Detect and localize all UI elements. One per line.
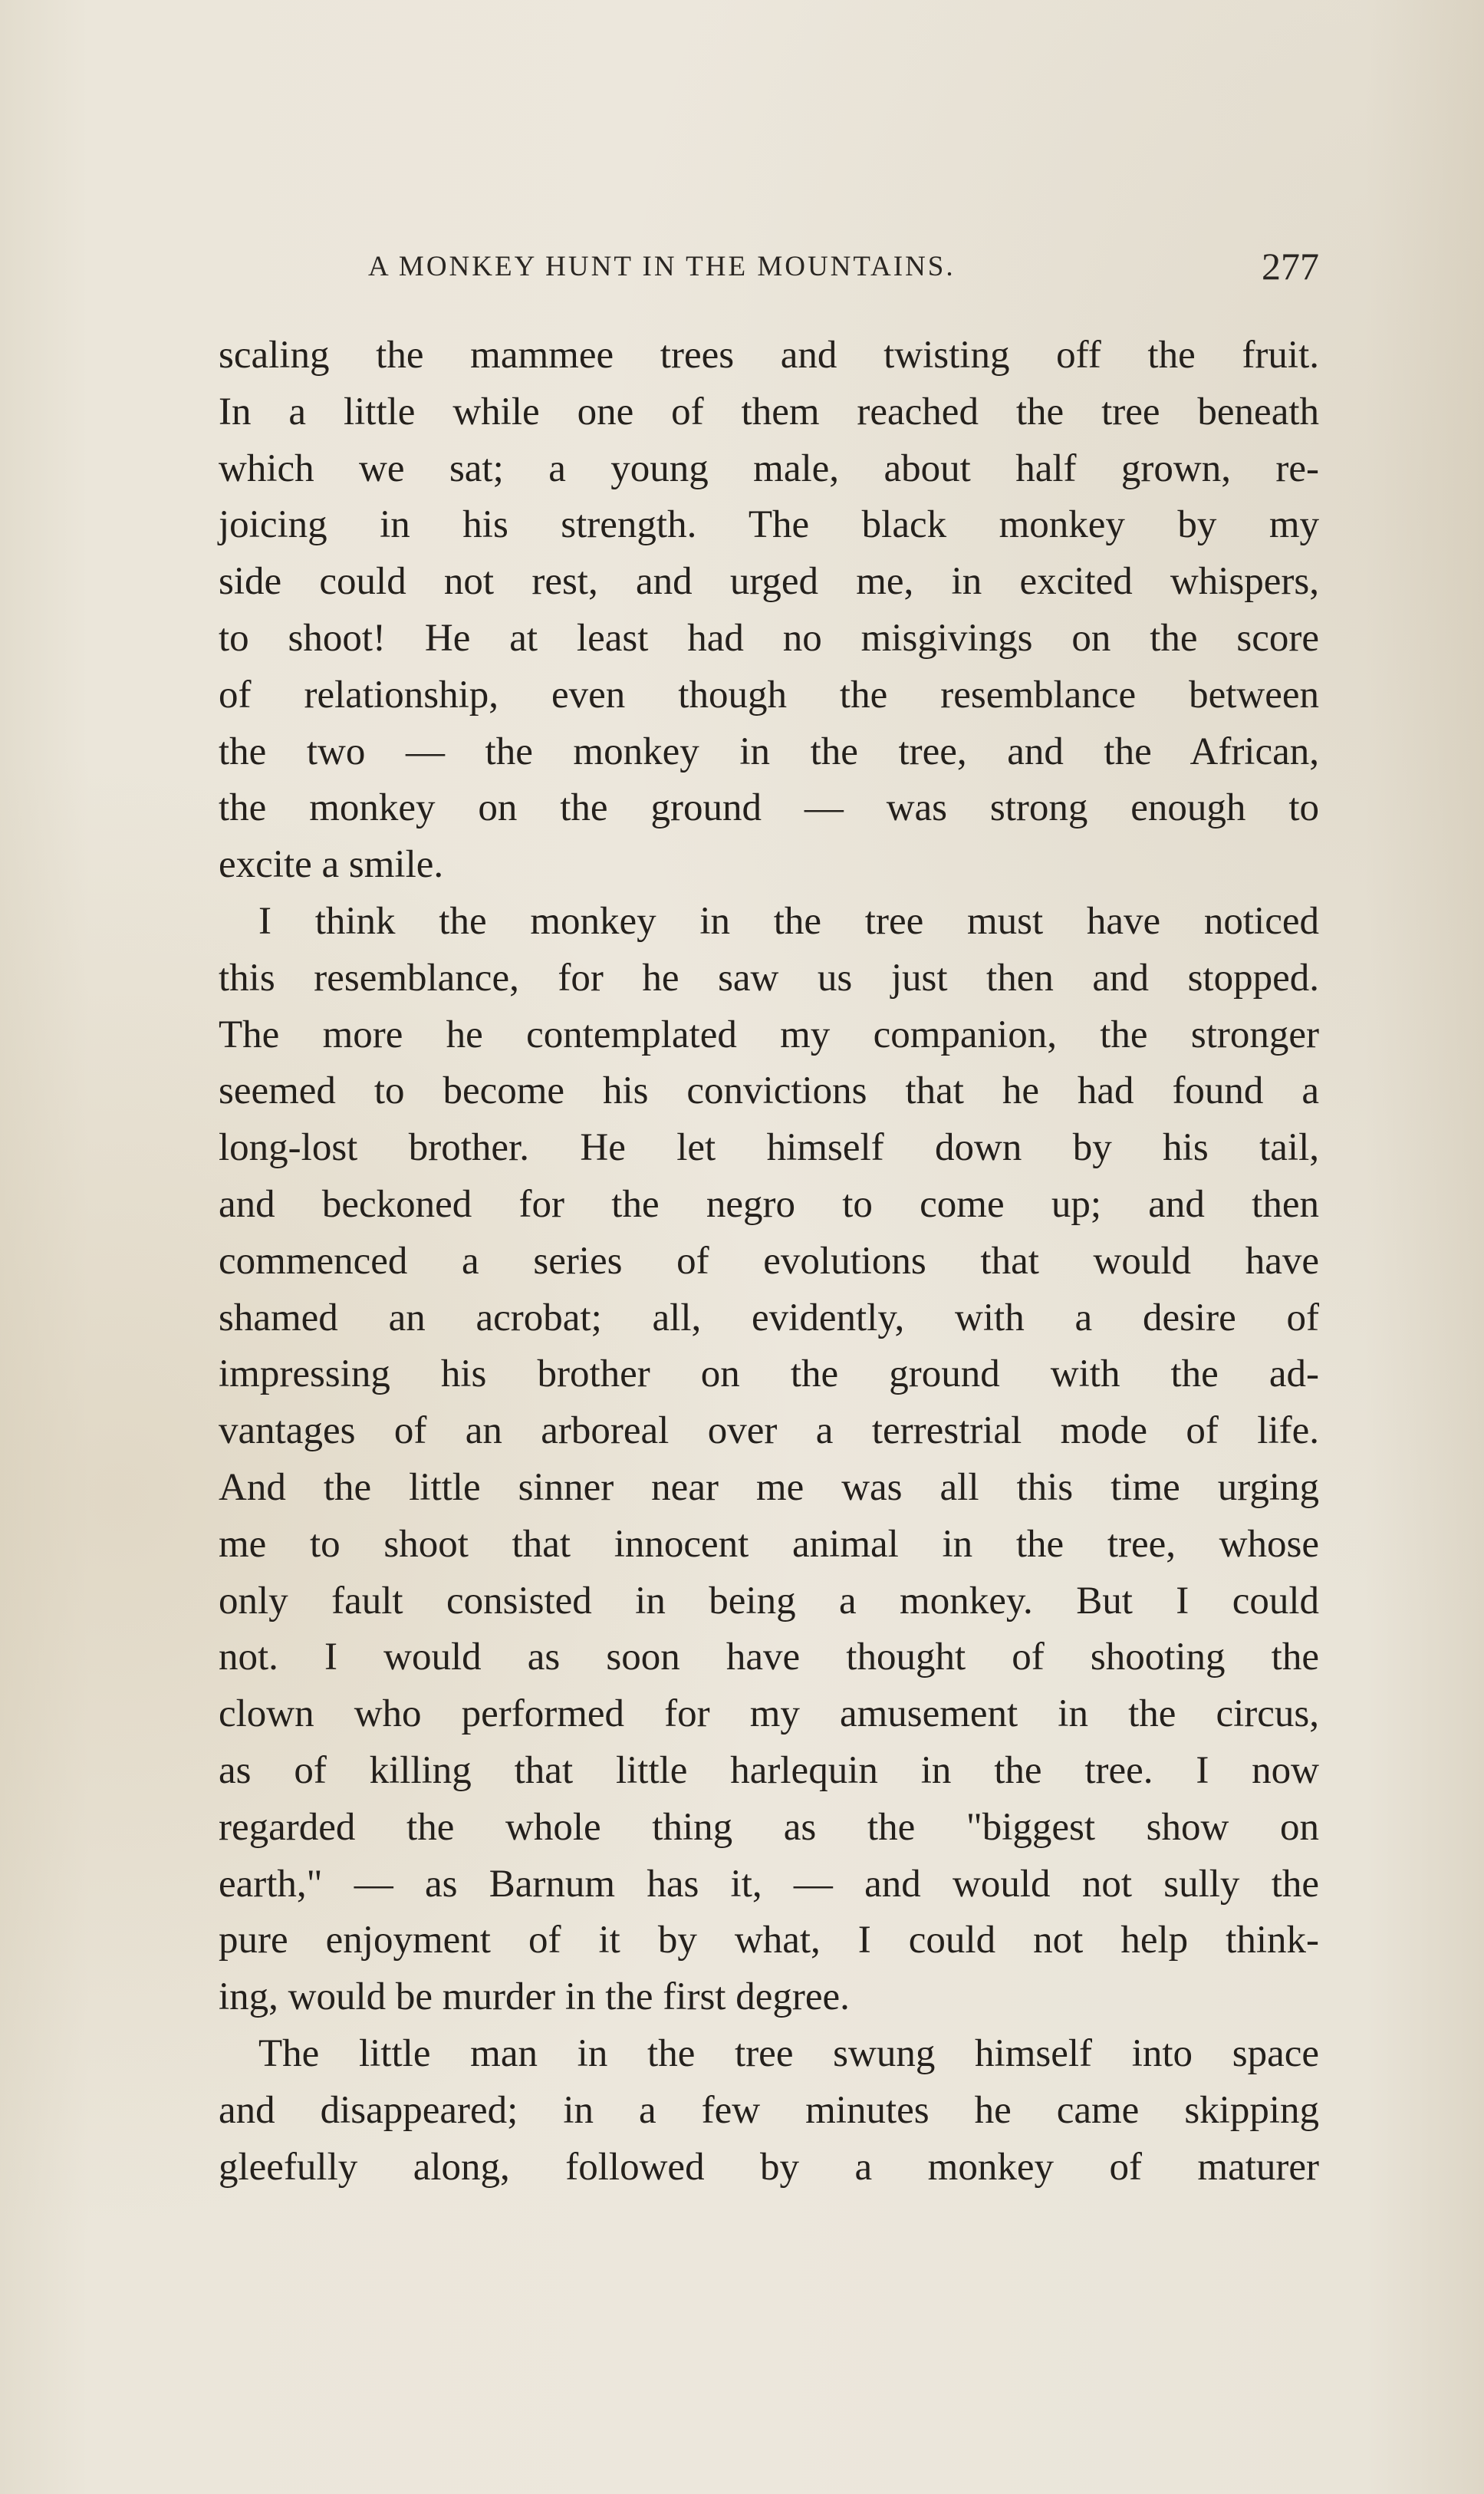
text-line: impressing his brother on the ground with the ad- — [219, 1352, 1319, 1396]
text-line: regarded the whole thing as the "biggest show on — [219, 1805, 1319, 1849]
text-line: gleefully along, followed by a monkey of maturer — [219, 2145, 1319, 2189]
text-line: commenced a series of evolutions that would have — [219, 1239, 1319, 1283]
text-line: side could not rest, and urged me, in excited whispers, — [219, 560, 1319, 604]
text-line: pure enjoyment of it by what, I could not help think- — [219, 1919, 1319, 1962]
running-head: A MONKEY HUNT IN THE MOUNTAINS. — [368, 251, 956, 282]
text-line: vantages of an arboreal over a terrestrial mode of life. — [219, 1409, 1319, 1453]
text-line: joicing in his strength. The black monkey by my — [219, 503, 1319, 547]
text-line: this resemblance, for he saw us just then and stopped. — [219, 956, 1319, 1000]
text-line: me to shoot that innocent animal in the tree, whose — [219, 1522, 1319, 1566]
text-line: and disappeared; in a few minutes he came skipping — [219, 2088, 1319, 2132]
text-line: not. I would as soon have thought of shooting the — [219, 1636, 1319, 1679]
text-line: In a little while one of them reached the tree beneath — [219, 390, 1319, 433]
text-line: scaling the mammee trees and twisting off the fruit. — [219, 334, 1319, 377]
text-line: earth," — as Barnum has it, — and would not sully the — [219, 1862, 1319, 1906]
paragraph-first-line: The little man in the tree swung himself into space — [258, 2031, 1319, 2075]
text-line: as of killing that little harlequin in the tree. I now — [219, 1748, 1319, 1792]
body-text — [219, 328, 1319, 2196]
text-line: ing, would be murder in the first degree. — [219, 1975, 850, 2019]
page-number: 277 — [1262, 245, 1319, 288]
text-line: seemed to become his convictions that he had found a — [219, 1069, 1319, 1113]
text-line: The more he contemplated my companion, the stronger — [219, 1013, 1319, 1056]
text-line: And the little sinner near me was all this time urging — [219, 1465, 1319, 1509]
text-line: long-lost brother. He let himself down by his tail, — [219, 1126, 1319, 1170]
text-line: shamed an acrobat; all, evidently, with a desire of — [219, 1296, 1319, 1339]
text-line: of relationship, even though the resemblance between — [219, 673, 1319, 717]
text-line: only fault consisted in being a monkey. But I could — [219, 1579, 1319, 1623]
text-line: the monkey on the ground — was strong enough to — [219, 786, 1319, 830]
text-line: excite a smile. — [219, 843, 444, 887]
text-line: clown who performed for my amusement in the circus, — [219, 1692, 1319, 1736]
text-line: to shoot! He at least had no misgivings on the score — [219, 616, 1319, 660]
paragraph-first-line: I think the monkey in the tree must have noticed — [258, 899, 1319, 943]
text-line: and beckoned for the negro to come up; and then — [219, 1182, 1319, 1226]
page-header — [219, 247, 1319, 293]
text-line: which we sat; a young male, about half grown, re- — [219, 446, 1319, 490]
text-line: the two — the monkey in the tree, and the African, — [219, 730, 1319, 773]
